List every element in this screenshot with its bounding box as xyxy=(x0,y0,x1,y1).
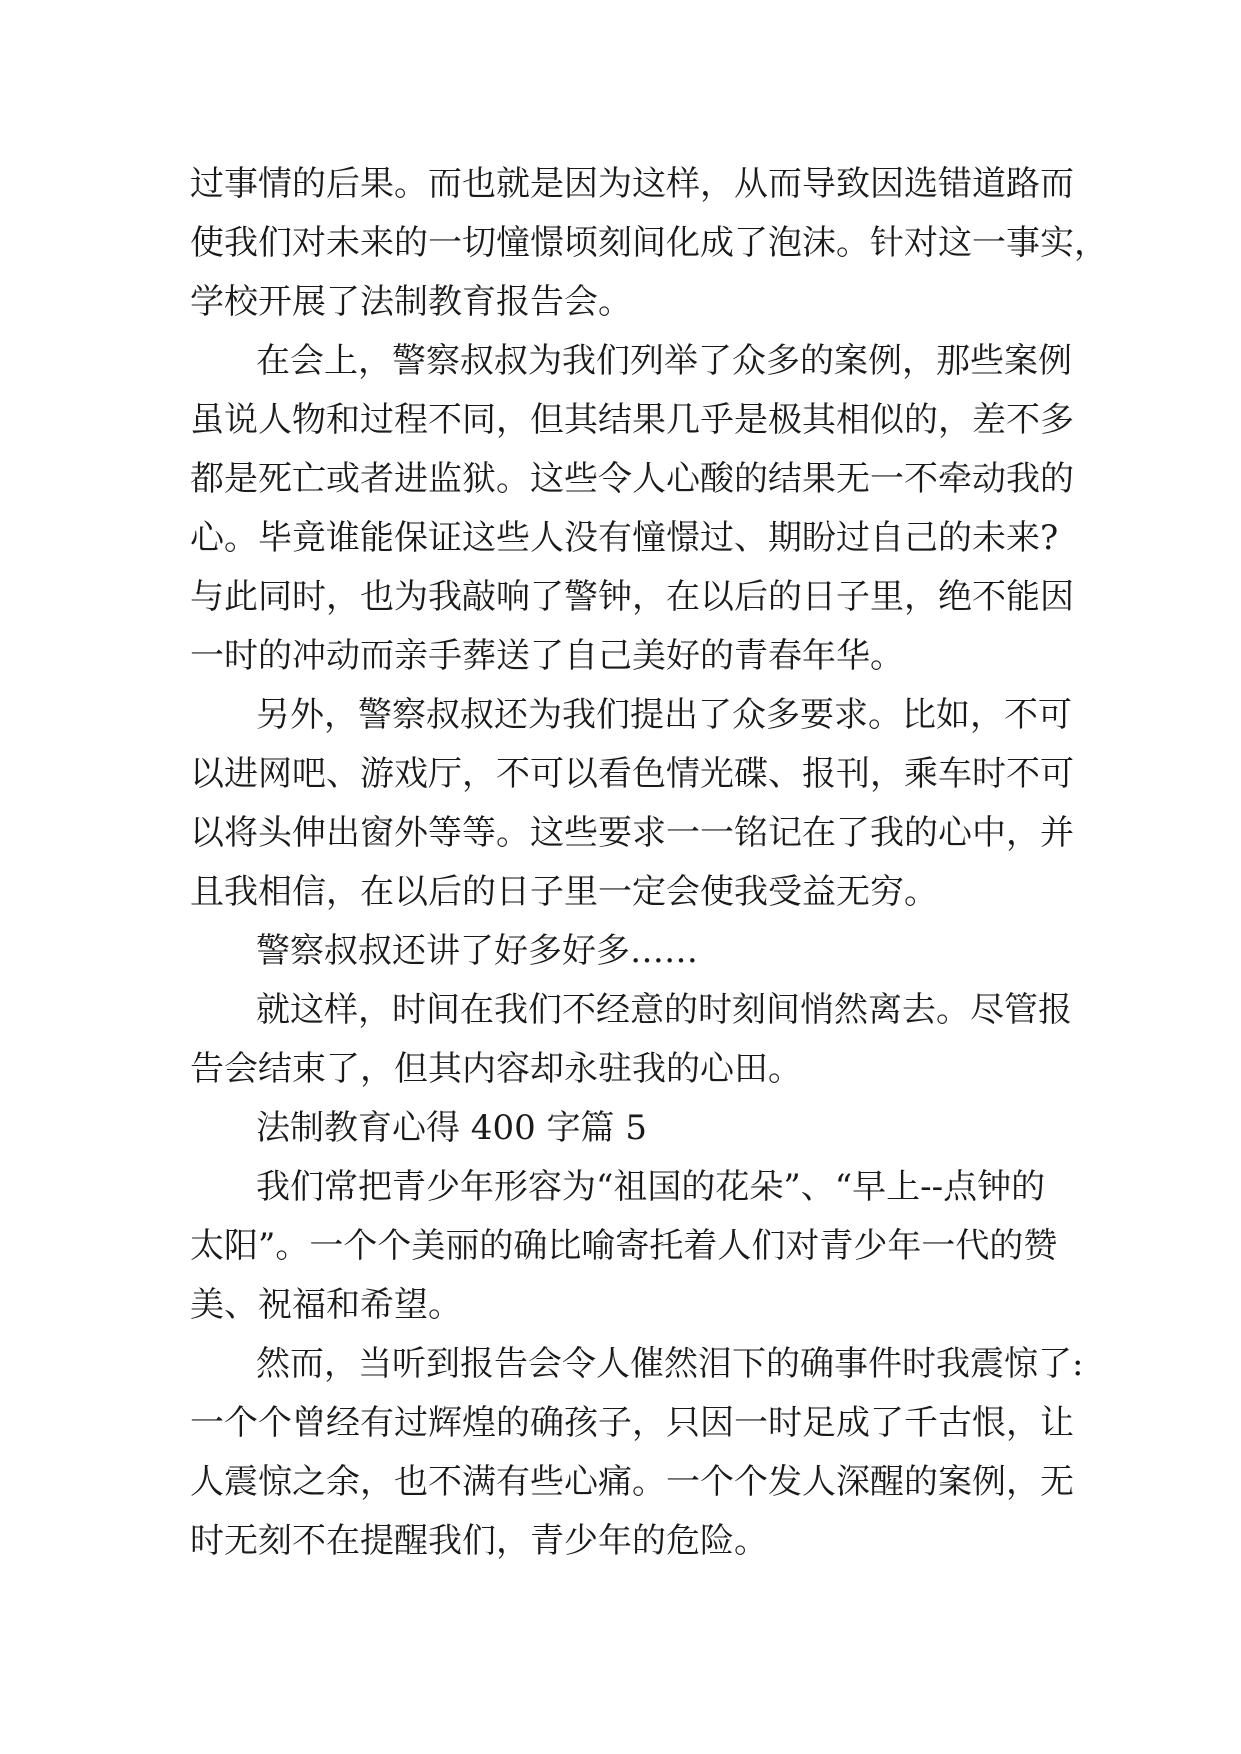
text-line: 人震惊之余，也不满有些心痛。一个个发人深醒的案例，无 xyxy=(190,1462,1074,1502)
text-line: 告会结束了，但其内容却永驻我的心田。 xyxy=(190,1049,802,1089)
text-line: 在会上，警察叔叔为我们列举了众多的案例，那些案例 xyxy=(256,341,1072,381)
text-line: 另外，警察叔叔还为我们提出了众多要求。比如，不可 xyxy=(256,695,1072,735)
text-line: 学校开展了法制教育报告会。 xyxy=(190,282,632,322)
text-line: 我们常把青少年形容为“祖国的花朵”、“早上--点钟的 xyxy=(256,1167,1046,1207)
text-line: 与此同时，也为我敲响了警钟，在以后的日子里，绝不能因 xyxy=(190,577,1074,617)
text-line: 时无刻不在提醒我们，青少年的危险。 xyxy=(190,1521,768,1561)
text-line: 美、祝福和希望。 xyxy=(190,1285,462,1325)
text-line: 心。毕竟谁能保证这些人没有憧憬过、期盼过自己的未来? xyxy=(190,518,1059,558)
document-body xyxy=(190,155,1108,1571)
text-line: 就这样，时间在我们不经意的时刻间悄然离去。尽管报 xyxy=(256,990,1072,1030)
text-line: 都是死亡或者进监狱。这些令人心酸的结果无一不牵动我的 xyxy=(190,459,1074,499)
text-line: 一时的冲动而亲手葬送了自己美好的青春年华。 xyxy=(190,636,904,676)
text-line: 法制教育心得 400 字篇 5 xyxy=(256,1108,647,1148)
text-line: 以进网吧、游戏厅，不可以看色情光碟、报刊，乘车时不可 xyxy=(190,754,1074,794)
text-line: 警察叔叔还讲了好多好多…… xyxy=(256,931,698,971)
text-line: 虽说人物和过程不同，但其结果几乎是极其相似的，差不多 xyxy=(190,400,1074,440)
text-line: 过事情的后果。而也就是因为这样，从而导致因选错道路而 xyxy=(190,164,1074,204)
text-line: 使我们对未来的一切憧憬顷刻间化成了泡沫。针对这一事实， xyxy=(190,223,1108,263)
text-line: 且我相信，在以后的日子里一定会使我受益无穷。 xyxy=(190,872,938,912)
text-line: 一个个曾经有过辉煌的确孩子，只因一时足成了千古恨，让 xyxy=(190,1403,1074,1443)
text-line: 然而，当听到报告会令人催然泪下的确事件时我震惊了: xyxy=(256,1344,1084,1384)
text-line: 以将头伸出窗外等等。这些要求一一铭记在了我的心中，并 xyxy=(190,813,1074,853)
text-line: 太阳”。一个个美丽的确比喻寄托着人们对青少年一代的赞 xyxy=(190,1226,1058,1266)
